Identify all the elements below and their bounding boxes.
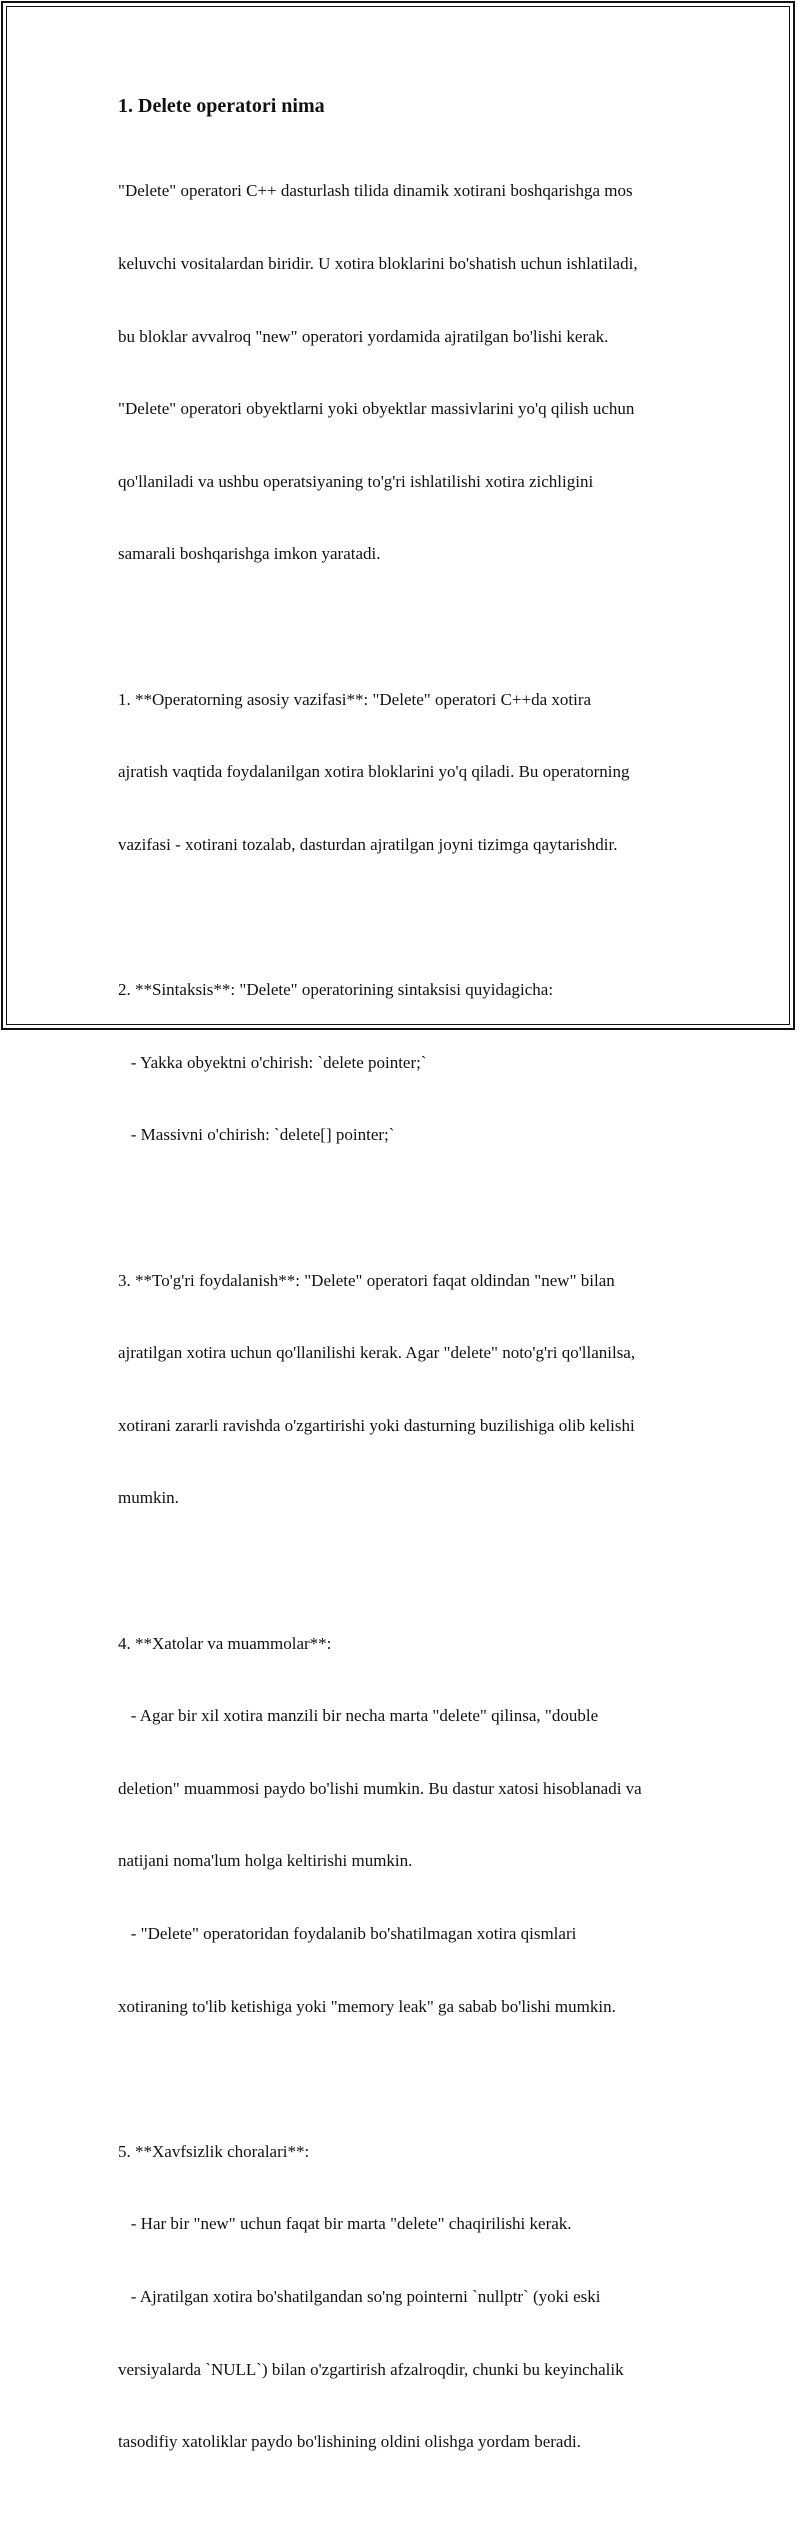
text-line: 4. **Xatolar va muammolar**:	[118, 1633, 332, 1653]
paragraph-item-2	[118, 930, 698, 1196]
text-line: - Massivni o'chirish: `delete[] pointer;`	[118, 1125, 395, 1145]
text-line: mumkin.	[118, 1488, 179, 1508]
text-line: bu bloklar avvalroq "new" operatori yordamida ajratilgan bo'lishi kerak.	[118, 326, 609, 346]
text-line: - Har bir "new" uchun faqat bir marta "delete" chaqirilishi kerak.	[118, 2214, 572, 2234]
text-line: 3. **To'g'ri foydalanish**: "Delete" operatori faqat oldindan "new" bilan	[118, 1270, 615, 1290]
text-line: natijani noma'lum holga keltirishi mumkin.	[118, 1851, 413, 1871]
text-line: qo'llaniladi va ushbu operatsiyaning to'g'ri ishlatilishi xotira zichligini	[118, 471, 594, 491]
text-line: - Yakka obyektni o'chirish: `delete pointer;`	[118, 1052, 427, 1072]
text-line: 2. **Sintaksis**: "Delete" operatorining sintaksisi quyidagicha:	[118, 980, 554, 1000]
paragraph-item-3	[118, 1220, 698, 1559]
text-line: ajratilgan xotira uchun qo'llanilishi kerak. Agar "delete" noto'g'ri qo'llanilsa,	[118, 1343, 636, 1363]
text-line: 1. **Operatorning asosiy vazifasi**: "Delete" operatori C++da xotira	[118, 689, 592, 709]
text-line: - Ajratilgan xotira bo'shatilgandan so'ng pointerni `nullptr` (yoki eski	[118, 2287, 601, 2306]
paragraph-intro	[118, 131, 698, 615]
text-line: vazifasi - xotirani tozalab, dasturdan ajratilgan joyni tizimga qaytarishdir.	[118, 834, 618, 854]
document-body	[118, 93, 698, 2527]
paragraph-item-5	[118, 2091, 698, 2502]
text-line: - Agar bir xil xotira manzili bir necha marta "delete" qilinsa, "double	[118, 1706, 599, 1726]
text-line: xotiraning to'lib ketishiga yoki "memory leak" ga sabab bo'lishi mumkin.	[118, 1996, 616, 2016]
text-line: versiyalarda `NULL`) bilan o'zgartirish afzalroqdir, chunki bu keyinchalik	[118, 2359, 624, 2379]
text-line: samarali boshqarishga imkon yaratadi.	[118, 544, 381, 564]
text-line: "Delete" operatori obyektlarni yoki obyektlar massivlarini yo'q qilish uchun	[118, 399, 635, 419]
text-line: "Delete" operatori C++ dasturlash tilida dinamik xotirani boshqarishga mos	[118, 181, 633, 201]
text-line: ajratish vaqtida foydalanilgan xotira bloklarini yo'q qiladi. Bu operatorning	[118, 762, 630, 782]
text-line: keluvchi vositalardan biridir. U xotira bloklarini bo'shatish uchun ishlatiladi,	[118, 254, 638, 274]
document-title: 1. Delete operatori nima	[118, 95, 325, 117]
text-line: deletion" muammosi paydo bo'lishi mumkin. Bu dastur xatosi hisoblanadi va	[118, 1778, 642, 1798]
text-line: 5. **Xavfsizlik choralari**:	[118, 2141, 310, 2161]
paragraph-item-1	[118, 639, 698, 905]
text-line: tasodifiy xatoliklar paydo bo'lishining oldini olishga yordam beradi.	[118, 2432, 581, 2452]
text-line: xotirani zararli ravishda o'zgartirishi yoki dasturning buzilishiga olib kelishi	[118, 1415, 635, 1435]
text-line: - "Delete" operatoridan foydalanib bo'shatilmagan xotira qismlari	[118, 1923, 577, 1943]
paragraph-item-4	[118, 1583, 698, 2067]
